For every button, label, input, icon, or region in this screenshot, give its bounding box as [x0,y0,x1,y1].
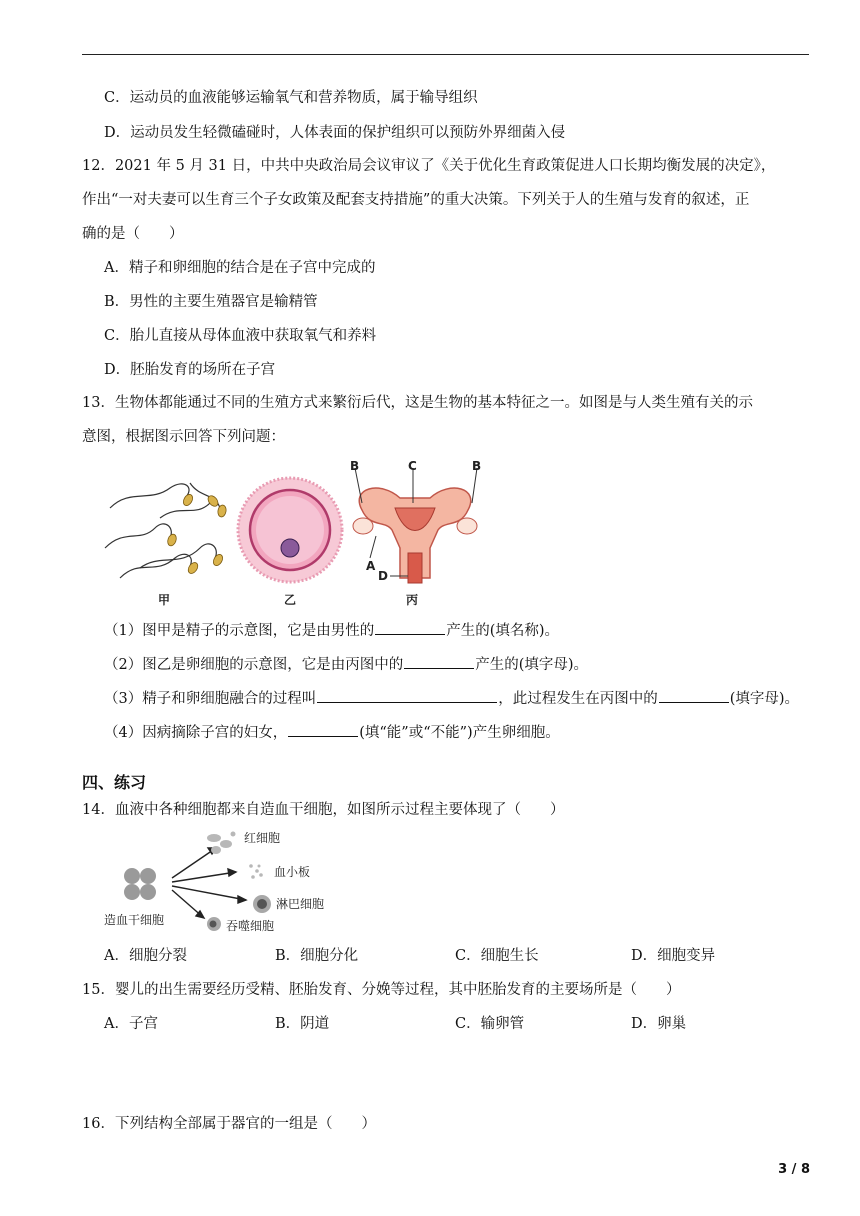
q13-sub3-mid: ，此过程发生在丙图中的 [498,691,658,707]
q14-option-a: A．细胞分裂 [104,948,187,964]
label-platelet: 血小板 [274,865,311,879]
q15-stem: 15．婴儿的出生需要经历受精、胚胎发育、分娩等过程，其中胚胎发育的主要场所是（ ） [82,982,681,998]
stem-cell-cluster [124,868,156,900]
q13-sub2 [104,654,588,675]
q15-option-a: A．子宫 [104,1016,158,1032]
egg-cell-illustration [238,478,342,582]
fig-label-a: A [366,559,376,573]
fig-label-d: D [378,569,388,583]
q11-option-c: C．运动员的血液能够运输氧气和营养物质，属于输导组织 [104,90,478,106]
q13-sub3 [104,688,799,709]
page-number: 3 / 8 [778,1162,810,1177]
q14-option-c: C．细胞生长 [455,948,539,964]
fig-label-bing: 丙 [406,593,419,607]
header-rule [82,54,809,55]
q13-sub1-text: （1）图甲是精子的示意图，它是由男性的 [104,623,375,639]
q13-sub1-tail: 产生的(填名称)。 [446,623,560,639]
fig-label-yi: 乙 [284,593,297,607]
q15-option-d: D．卵巢 [631,1016,687,1032]
q11-option-d: D．运动员发生轻微磕碰时，人体表面的保护组织可以预防外界细菌入侵 [104,125,566,141]
q13-sub2-text: （2）图乙是卵细胞的示意图，它是由丙图中的 [104,657,404,673]
fig-label-c: C [408,459,417,473]
q12-stem-line1: 12．2021 年 5 月 31 日，中共中央政治局会议审议了《关于优化生育政策促进人口长期均衡发展的决定》， [82,158,776,174]
stem-cell-figure [96,826,346,938]
q13-sub1-blank[interactable] [375,620,445,635]
q12-option-a: A．精子和卵细胞的结合是在子宫中完成的 [104,260,376,276]
q14-option-b: B．细胞分化 [275,948,359,964]
fig-label-b-right: B [472,459,482,473]
fig-label-b-left: B [350,459,360,473]
lymphocyte [253,895,271,913]
q12-stem-line3: 确的是（ ） [82,226,184,242]
q13-sub1 [104,620,559,641]
q13-sub4-tail: (填“能”或“不能”)产生卵细胞。 [359,725,560,741]
differentiation-arrows [172,848,246,918]
sperm-illustration [105,483,220,578]
sperm-heads [166,493,227,575]
q13-sub3-blank2[interactable] [659,688,729,703]
phagocyte [207,917,221,931]
section-title: 四、练习 [82,773,147,792]
q13-stem-line2: 意图，根据图示回答下列问题： [82,429,285,445]
label-stem-cell: 造血干细胞 [104,913,165,927]
q13-sub4 [104,722,560,743]
q13-sub3-tail: (填字母)。 [729,691,800,707]
q12-option-d: D．胚胎发育的场所在子宫 [104,362,276,378]
platelets [249,864,263,879]
q13-sub3-text: （3）精子和卵细胞融合的过程叫 [104,691,317,707]
q13-stem-line1: 13．生物体都能通过不同的生殖方式来繁衍后代，这是生物的基本特征之一。如图是与人类生殖有关的示 [82,395,753,411]
fig-label-jia: 甲 [158,593,171,607]
q14-stem: 14．血液中各种细胞都来自造血干细胞，如图所示过程主要体现了（ ） [82,802,565,818]
label-rbc: 红细胞 [244,831,281,845]
q15-option-b: B．阴道 [275,1016,330,1032]
q12-option-c: C．胎儿直接从母体血液中获取氧气和养料 [104,328,377,344]
q16-stem: 16．下列结构全部属于器官的一组是（ ） [82,1116,376,1132]
q13-sub2-tail: 产生的(填字母)。 [475,657,589,673]
q14-option-d: D．细胞变异 [631,948,716,964]
reproduction-figure [100,458,500,608]
label-lymphocyte: 淋巴细胞 [276,897,325,911]
q13-sub2-blank[interactable] [404,654,474,669]
q13-sub4-text: （4）因病摘除子宫的妇女， [104,725,288,741]
q12-stem-line2: 作出“一对夫妻可以生育三个子女政策及配套支持措施”的重大决策。下列关于人的生殖与发育的叙述，正 [82,192,750,208]
q13-sub3-blank1[interactable] [317,688,497,703]
q15-option-c: C．输卵管 [455,1016,525,1032]
q13-sub4-blank[interactable] [288,722,358,737]
label-phagocyte: 吞噬细胞 [226,919,275,933]
q12-option-b: B．男性的主要生殖器官是输精管 [104,294,318,310]
red-blood-cells [207,832,236,855]
